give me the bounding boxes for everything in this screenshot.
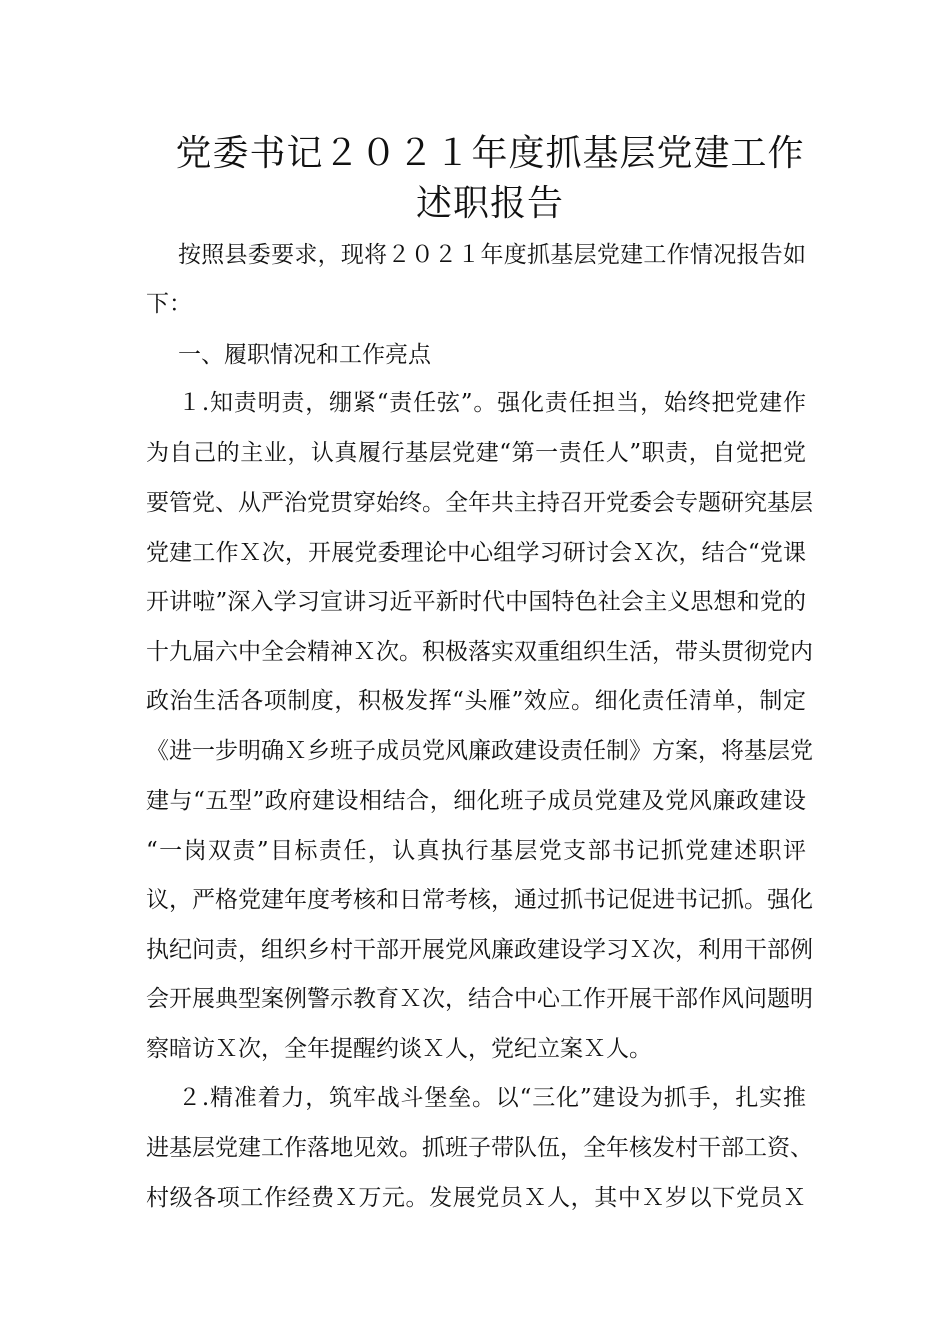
- paragraph-1-line-10: “一岗双责”目标责任，认真执行基层党支部书记抓党建述职评: [146, 838, 806, 864]
- paragraph-1-line-13: 会开展典型案例警示教育Ｘ次，结合中心工作开展干部作风问题明: [146, 986, 813, 1012]
- paragraph-2-line-1: ２.精准着力，筑牢战斗堡垒。以“三化”建设为抓手，扎实推: [178, 1085, 806, 1111]
- paragraph-1-line-1: １.知责明责，绷紧“责任弦”。强化责任担当，始终把党建作: [178, 390, 806, 416]
- paragraph-1-line-4: 党建工作Ｘ次，开展党委理论中心组学习研讨会Ｘ次，结合“党课: [146, 540, 806, 566]
- paragraph-1-line-7: 政治生活各项制度，积极发挥“头雁”效应。细化责任清单，制定: [146, 688, 806, 714]
- document-title-line-1: 党委书记２０２１年度抓基层党建工作: [175, 133, 805, 174]
- paragraph-intro-line-1: 按照县委要求，现将２０２１年度抓基层党建工作情况报告如: [178, 242, 806, 268]
- paragraph-intro-line-2: 下：: [146, 291, 192, 317]
- paragraph-1-line-12: 执纪问责，组织乡村干部开展党风廉政建设学习Ｘ次，利用干部例: [146, 937, 813, 963]
- paragraph-1-line-3: 要管党、从严治党贯穿始终。全年共主持召开党委会专题研究基层: [146, 490, 813, 516]
- paragraph-2-line-2: 进基层党建工作落地见效。抓班子带队伍，全年核发村干部工资、: [146, 1135, 813, 1161]
- document-title-line-2: 述职报告: [415, 183, 564, 224]
- paragraph-1-line-9: 建与“五型”政府建设相结合，细化班子成员党建及党风廉政建设: [146, 788, 806, 814]
- paragraph-1-line-8: 《进一步明确Ｘ乡班子成员党风廉政建设责任制》方案，将基层党: [146, 738, 813, 764]
- paragraph-2-line-3: 村级各项工作经费Ｘ万元。发展党员Ｘ人，其中Ｘ岁以下党员Ｘ: [146, 1185, 806, 1211]
- paragraph-1-line-14: 察暗访Ｘ次，全年提醒约谈Ｘ人，党纪立案Ｘ人。: [146, 1036, 652, 1062]
- section-heading: 一、履职情况和工作亮点: [178, 342, 431, 368]
- paragraph-1-line-5: 开讲啦”深入学习宣讲习近平新时代中国特色社会主义思想和党的: [146, 589, 806, 615]
- paragraph-1-line-11: 议，严格党建年度考核和日常考核，通过抓书记促进书记抓。强化: [146, 887, 813, 913]
- paragraph-1-line-2: 为自己的主业，认真履行基层党建“第一责任人”职责，自觉把党: [146, 440, 806, 466]
- paragraph-1-line-6: 十九届六中全会精神Ｘ次。积极落实双重组织生活，带头贯彻党内: [146, 639, 813, 665]
